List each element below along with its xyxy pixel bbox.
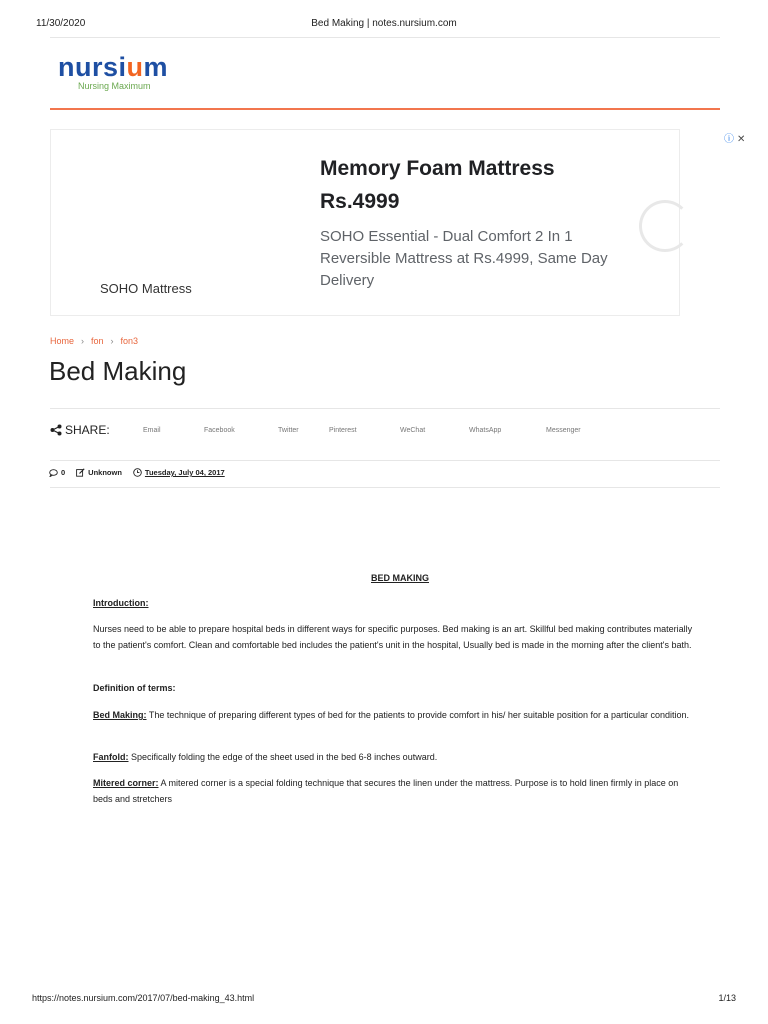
print-url: https://notes.nursium.com/2017/07/bed-making_43.html (32, 993, 255, 1003)
breadcrumb-fon[interactable]: fon (91, 336, 104, 346)
post-meta (49, 468, 236, 477)
post-author[interactable]: Unknown (76, 468, 122, 477)
share-divider (50, 460, 720, 461)
share-pinterest[interactable]: Pinterest (329, 427, 357, 434)
site-logo[interactable] (58, 52, 168, 91)
ad-brand[interactable]: SOHO Mattress (100, 281, 192, 296)
header-divider (50, 37, 720, 38)
comment-count[interactable]: 0 (49, 468, 65, 477)
ad-next-arrow-icon[interactable] (639, 200, 691, 252)
adchoices[interactable] (724, 130, 745, 145)
close-icon[interactable]: ✕ (737, 134, 746, 145)
share-wechat[interactable]: WeChat (400, 427, 426, 434)
intro-paragraph: Nurses need to be able to prepare hospital beds in different ways for specific purposes. Bed making is an art. Skillful bed making contributes materially to the patient's comfort. Clean and comfortable bed includes the patient's unit in the hospital, Usually bed is made in the morning after the client's bath. (93, 624, 693, 650)
chevron-right-icon: › (81, 336, 85, 346)
intro-heading: Introduction: (93, 598, 149, 608)
share-buttons (143, 427, 581, 434)
share-facebook[interactable]: Facebook (204, 427, 235, 434)
title-divider (50, 408, 720, 409)
share-whatsapp[interactable]: WhatsApp (469, 427, 502, 434)
print-page-number: 1/13 (718, 993, 736, 1003)
breadcrumb-home[interactable]: Home (50, 336, 75, 346)
logo-wordmark: nursium (58, 52, 169, 82)
share-messenger[interactable]: Messenger (546, 427, 581, 434)
comment-icon (49, 469, 58, 477)
share-icon (50, 424, 62, 436)
ad-title[interactable]: Memory Foam Mattress Rs.4999 (320, 157, 555, 213)
definitions-heading: Definition of terms: (93, 683, 176, 693)
definition-bed-making: Bed Making: The technique of preparing different types of bed for the patients to provide comfort in his/ her suitable position for a particular condition. (93, 710, 690, 720)
page-title: Bed Making (49, 356, 187, 386)
share-email[interactable]: Email (143, 427, 161, 434)
meta-divider (50, 487, 720, 488)
share-twitter[interactable]: Twitter (278, 427, 299, 434)
header-orange-divider (50, 108, 720, 110)
print-title: Bed Making | notes.nursium.com (311, 18, 457, 29)
post-date[interactable]: Tuesday, July 04, 2017 (133, 468, 225, 477)
article-heading: BED MAKING (371, 573, 429, 583)
definition-fanfold: Fanfold: Specifically folding the edge of the sheet used in the bed 6-8 inches outward. (93, 752, 438, 762)
advertisement[interactable] (50, 129, 680, 316)
breadcrumb (50, 336, 138, 346)
logo-tagline: Nursing Maximum (78, 81, 151, 91)
clock-icon (133, 468, 142, 477)
share-label: SHARE: (50, 423, 110, 437)
edit-icon (76, 468, 85, 477)
info-icon[interactable]: ⓘ (724, 134, 734, 145)
print-date: 11/30/2020 (36, 18, 86, 29)
ad-description[interactable]: SOHO Essential - Dual Comfort 2 In 1 Reversible Mattress at Rs.4999, Same Day Delivery (320, 228, 608, 289)
chevron-right-icon: › (110, 336, 114, 346)
definition-mitered-corner: Mitered corner: A mitered corner is a special folding technique that secures the linen under the mattress. Purpose is to hold linen firmly in place on beds and stretchers (93, 778, 679, 804)
breadcrumb-fon3[interactable]: fon3 (120, 336, 139, 346)
